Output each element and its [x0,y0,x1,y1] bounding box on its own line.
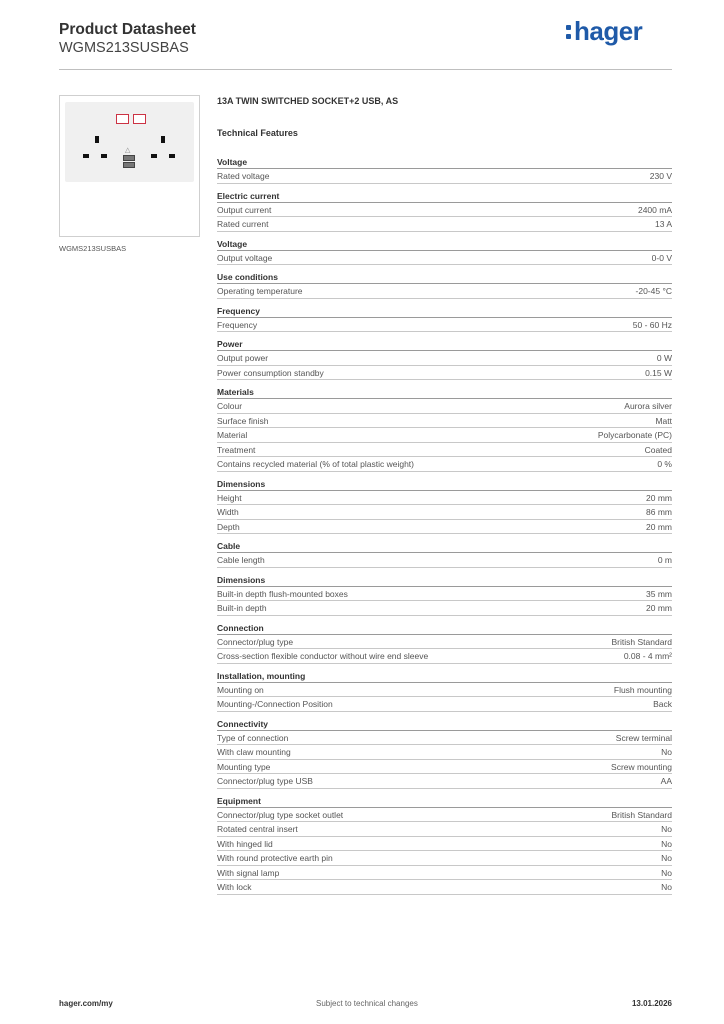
spec-row [217,774,672,789]
spec-row [217,428,672,443]
spec-row [217,366,672,381]
socket-product-image-icon: △ [65,102,194,182]
section-title: Use conditions [217,270,672,284]
spec-row [217,635,672,650]
spec-label: With hinged lid [217,838,273,849]
spec-label: With round protective earth pin [217,853,333,863]
spec-section [217,621,672,664]
spec-label: Width [217,507,239,517]
footer-date: 13.01.2026 [631,999,672,1008]
spec-section [217,385,672,472]
section-title: Installation, mounting [217,669,672,683]
section-title: Connectivity [217,717,672,731]
spec-section [217,573,672,616]
spec-value: 20 mm [646,603,672,613]
spec-label: Power consumption standby [217,367,324,378]
spec-row [217,318,672,333]
spec-row [217,251,672,266]
spec-value: 50 - 60 Hz [632,319,672,330]
spec-value: 20 mm [646,521,672,532]
spec-section [217,717,672,789]
spec-section [217,337,672,380]
spec-section [217,477,672,535]
spec-value: -20-45 °C [635,286,672,296]
logo-text: hager [574,16,643,46]
spec-section [217,794,672,895]
section-title: Materials [217,385,672,399]
section-title: Frequency [217,304,672,318]
spec-row [217,587,672,602]
spec-value: No [661,882,672,892]
spec-label: Cable length [217,555,265,565]
spec-label: Output voltage [217,252,273,263]
spec-value: 2400 mA [637,204,672,215]
spec-row [217,414,672,429]
spec-value: Flush mounting [613,684,672,695]
spec-label: Cross-section flexible conductor without wire end sleeve [217,651,429,661]
spec-row [217,851,672,866]
spec-value: No [661,838,672,849]
section-title: Dimensions [217,477,672,491]
spec-value: Screw terminal [615,732,672,743]
spec-value: British Standard [611,636,672,647]
image-caption: WGMS213SUSBAS [59,244,127,253]
spec-label: Frequency [217,319,258,330]
spec-label: Rotated central insert [217,824,298,834]
spec-row [217,457,672,472]
spec-label: With claw mounting [217,747,291,757]
spec-value: 13 A [654,219,672,229]
section-title: Cable [217,539,672,553]
spec-value: 0 % [657,459,672,469]
section-title: Electric current [217,189,672,203]
spec-value: Matt [655,415,672,426]
spec-row [217,491,672,506]
spec-label: Built-in depth [217,603,267,613]
spec-label: Built-in depth flush-mounted boxes [217,588,348,599]
spec-row [217,443,672,458]
spec-label: Treatment [217,444,256,455]
spec-value: 0 W [656,353,672,363]
spec-label: Depth [217,521,240,532]
spec-value: No [661,824,672,834]
spec-section [217,304,672,333]
header-divider [59,69,672,70]
spec-label: Mounting type [217,761,271,772]
spec-label: Connector/plug type socket outlet [217,809,344,820]
spec-row [217,217,672,232]
spec-row [217,731,672,746]
spec-label: Material [217,430,248,440]
spec-label: Connector/plug type [217,636,294,647]
section-title: Equipment [217,794,672,808]
spec-row [217,697,672,712]
spec-value: 35 mm [646,588,672,599]
spec-section [217,669,672,712]
product-title: 13A TWIN SWITCHED SOCKET+2 USB, AS [217,96,399,106]
spec-row [217,760,672,775]
spec-label: Mounting-/Connection Position [217,699,333,709]
spec-value: Coated [644,444,672,455]
technical-features-heading: Technical Features [217,128,298,138]
spec-value: 0.15 W [645,367,672,378]
product-code: WGMS213SUSBAS [59,40,189,56]
spec-value: No [661,747,672,757]
footer-website: hager.com/my [59,999,113,1008]
spec-section [217,539,672,568]
spec-row [217,649,672,664]
section-title: Power [217,337,672,351]
section-title: Dimensions [217,573,672,587]
spec-label: Height [217,492,242,503]
spec-row [217,880,672,895]
spec-value: 0-0 V [651,252,672,263]
spec-row [217,520,672,535]
spec-label: Rated current [217,219,269,229]
spec-row [217,745,672,760]
hager-logo [566,16,642,47]
spec-label: Operating temperature [217,286,303,296]
spec-value: Back [653,699,672,709]
spec-value: 20 mm [646,492,672,503]
spec-label: Colour [217,401,243,411]
spec-row [217,553,672,568]
spec-row [217,822,672,837]
spec-row [217,837,672,852]
section-title: Connection [217,621,672,635]
footer-note: Subject to technical changes [316,999,418,1008]
spec-row [217,683,672,698]
spec-section [217,270,672,299]
spec-value: No [661,867,672,878]
page-title: Product Datasheet [59,21,196,38]
spec-label: With lock [217,882,252,892]
spec-row [217,169,672,184]
spec-row [217,203,672,218]
section-title: Voltage [217,155,672,169]
spec-value: 86 mm [646,507,672,517]
spec-value: British Standard [611,809,672,820]
spec-row [217,601,672,616]
spec-label: Rated voltage [217,171,270,181]
spec-value: Aurora silver [624,401,672,411]
spec-label: Type of connection [217,732,289,743]
spec-value: No [661,853,672,863]
spec-label: Output current [217,204,272,215]
spec-label: Mounting on [217,684,264,695]
spec-row [217,284,672,299]
section-title: Voltage [217,237,672,251]
spec-sections [217,155,672,895]
spec-row [217,866,672,881]
spec-value: Screw mounting [611,761,672,772]
spec-label: With signal lamp [217,867,280,878]
spec-label: Output power [217,353,269,363]
spec-row [217,351,672,366]
product-image [59,95,200,237]
spec-value: Polycarbonate (PC) [597,430,672,440]
spec-label: Connector/plug type USB [217,776,313,786]
spec-row [217,399,672,414]
spec-table [217,95,672,900]
spec-label: Surface finish [217,415,269,426]
spec-value: 0.08 - 4 mm² [623,651,672,661]
spec-value: 0 m [657,555,672,565]
spec-row [217,808,672,823]
spec-section [217,189,672,232]
spec-section [217,155,672,184]
logo-dots-icon [566,23,571,41]
spec-value: AA [660,776,672,786]
spec-row [217,505,672,520]
spec-label: Contains recycled material (% of total plastic weight) [217,459,414,469]
spec-value: 230 V [649,171,672,181]
spec-section [217,237,672,266]
